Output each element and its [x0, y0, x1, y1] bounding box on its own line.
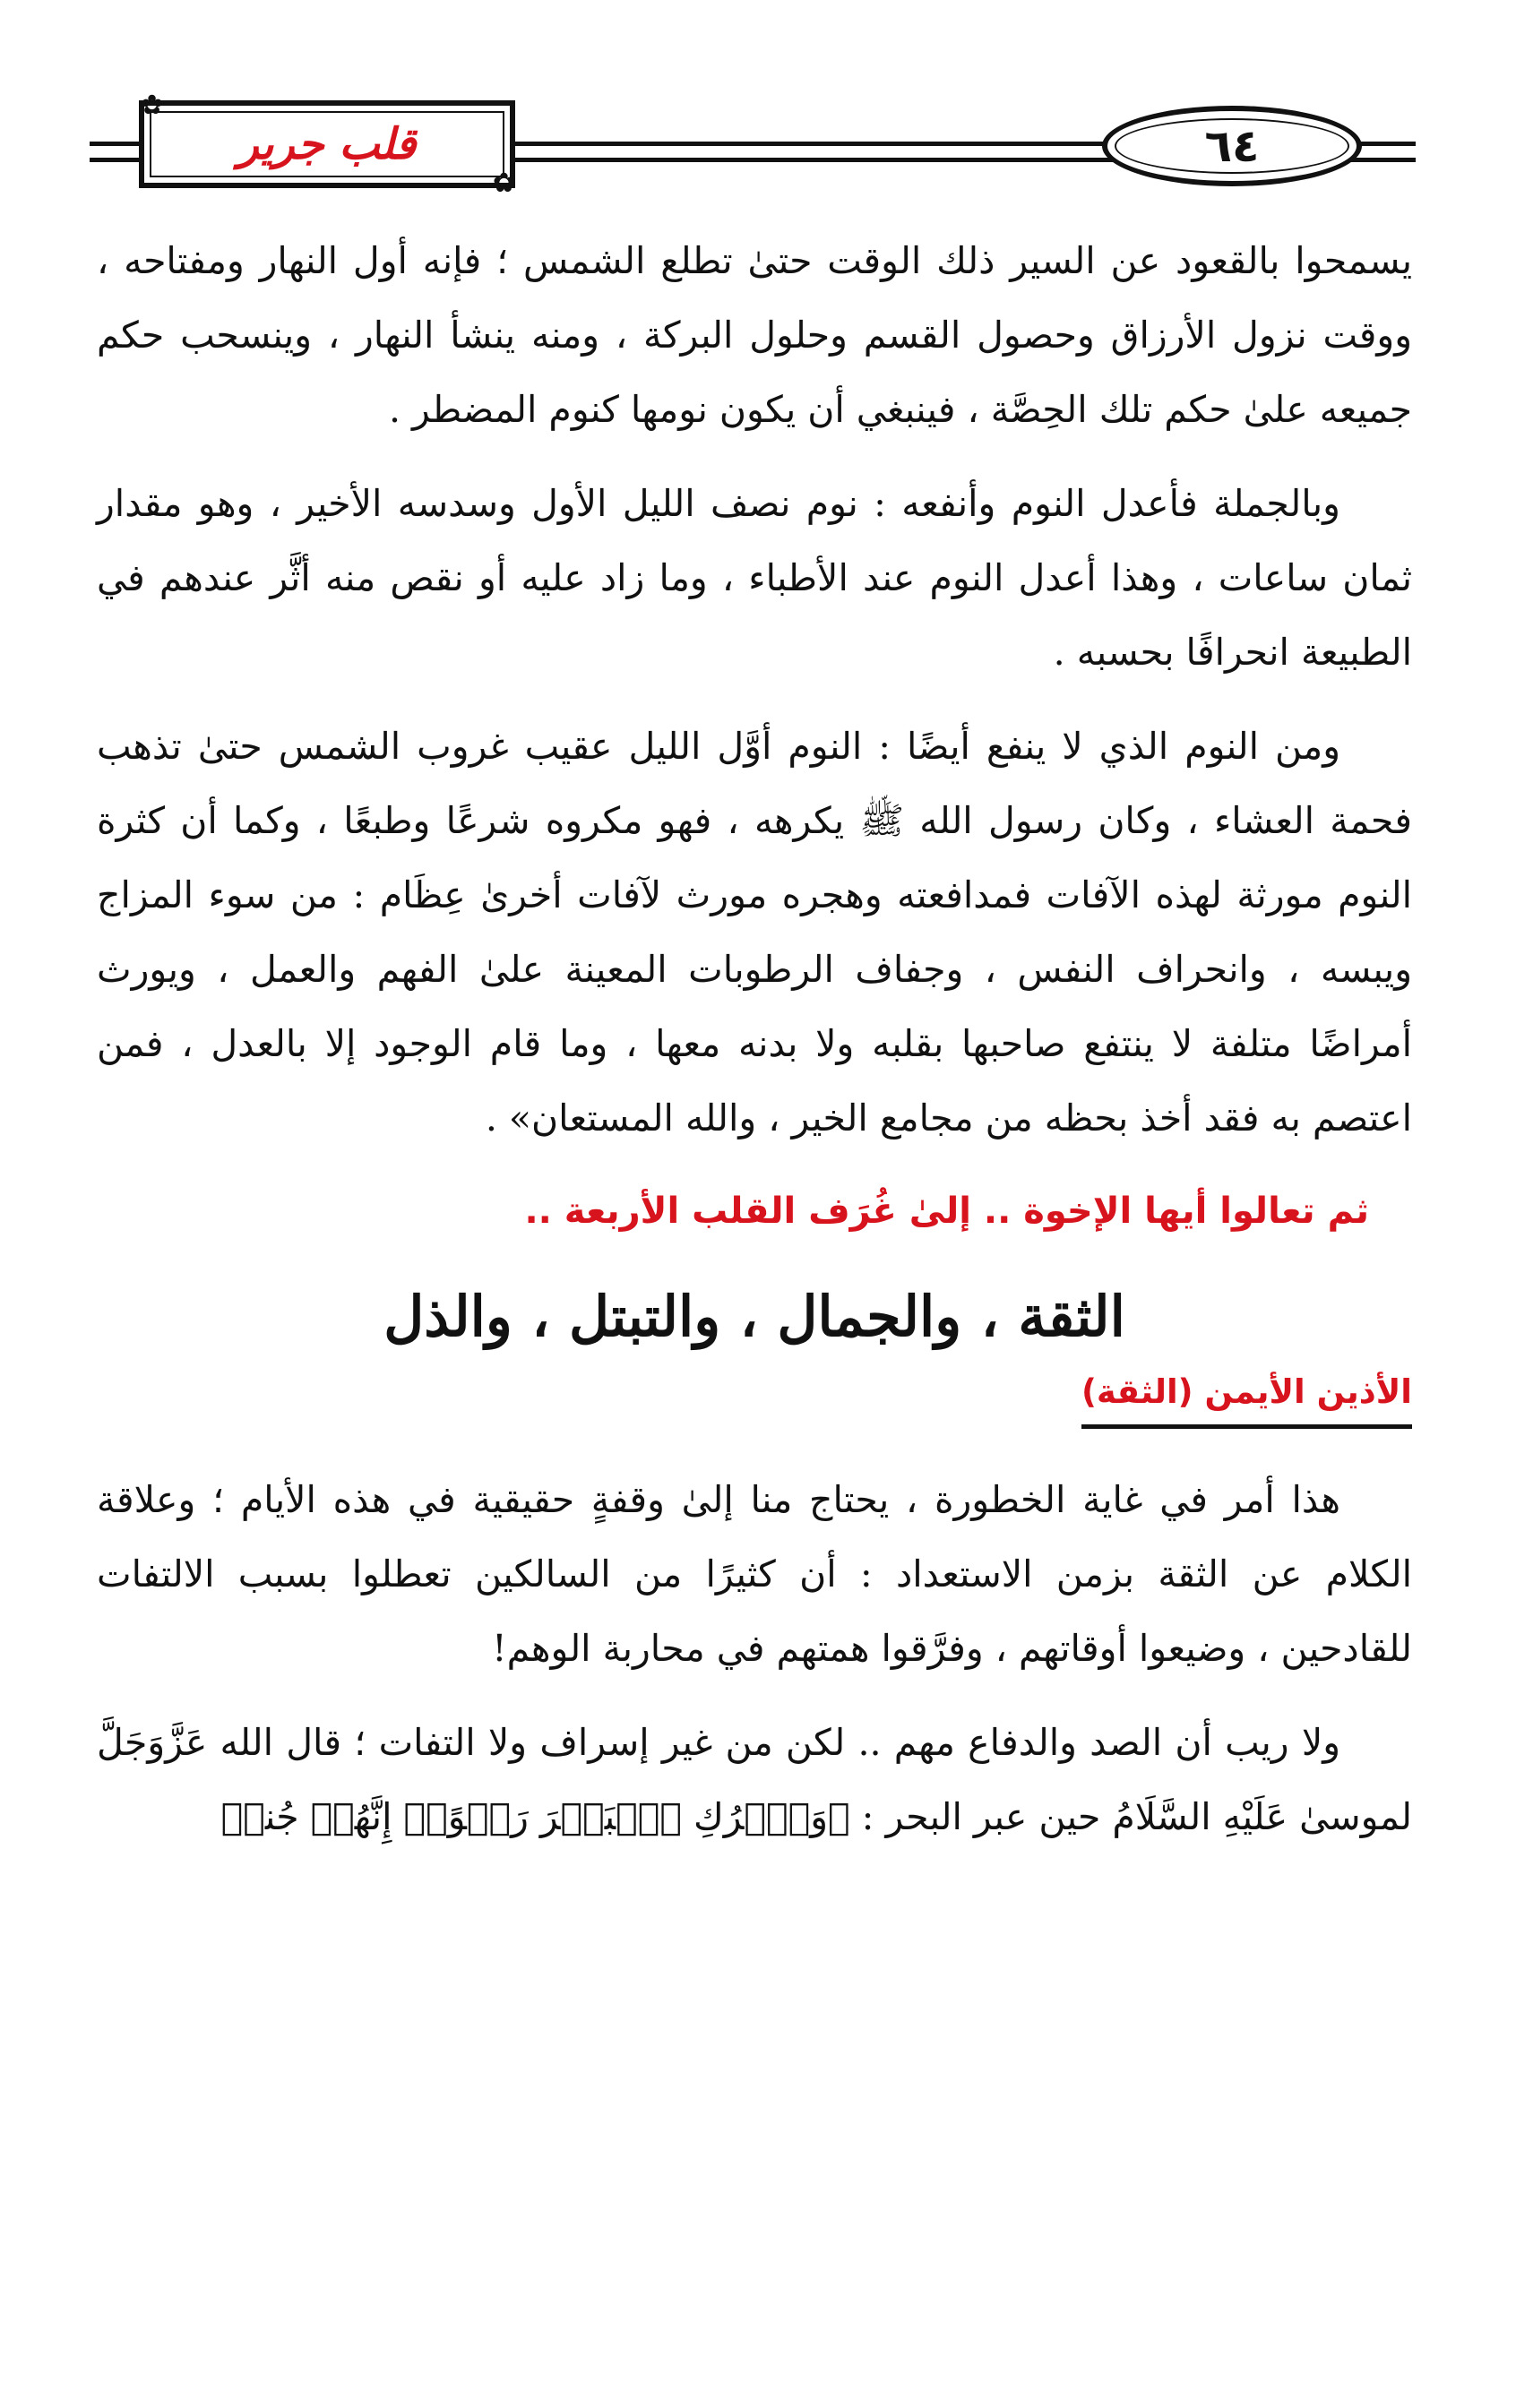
page-header — [90, 90, 1416, 204]
body-paragraph: ومن النوم الذي لا ينفع أيضًا : النوم أوَّل الليل عقيب غروب الشمس حتىٰ تذهب فحمة العشاء ، وكان رسول الله ﷺ يكرهه ، فهو مكروه شرعًا وطبعًا ، وكما أن كثرة النوم مورثة لهذه الآفات فمدافعته وهجره مورث لآفات أخرىٰ عِظَام : من سوء المزاج ويبسه ، وانحراف النفس ، وجفاف الرطوبات المعينة علىٰ الفهم والعمل ، ويورث أمراضًا متلفة لا ينتفع صاحبها بقلبه ولا بدنه معها ، وما قام الوجود إلا بالعدل ، فمن اعتصم به فقد أخذ بحظه من مجامع الخير ، والله المستعان» . — [97, 725, 1412, 1140]
corner-ornament-icon: ✿ — [141, 90, 164, 121]
book-title-frame — [139, 90, 515, 199]
body-paragraph: يسمحوا بالقعود عن السير ذلك الوقت حتىٰ تطلع الشمس ؛ فإنه أول النهار ومفتاحه ، ووقت نزول الأرزاق وحصول القسم وحلول البركة ، ومنه ينشأ النهار ، وينسحب حكم جميعه علىٰ حكم تلك الحِصَّة ، فينبغي أن يكون نومها كنوم المضطر . — [97, 239, 1412, 431]
book-title: قلب جرير — [237, 119, 417, 169]
page-number: ٦٤ — [1204, 120, 1260, 172]
corner-ornament-icon: ✿ — [492, 168, 515, 199]
page-body — [97, 224, 1412, 1874]
page-number-badge — [1102, 106, 1362, 186]
body-paragraph: وبالجملة فأعدل النوم وأنفعه : نوم نصف الليل الأول وسدسه الأخير ، وهو مقدار ثمان ساعات ، وهذا أعدل النوم عند الأطباء ، وما زاد عليه أو نقص منه أثَّر عندهم في الطبيعة انحرافًا بحسبه . — [97, 482, 1412, 674]
subheading: الأذين الأيمن (الثقة) — [1081, 1365, 1412, 1429]
subheading-row — [97, 1365, 1412, 1429]
section-heading: الثقة ، والجمال ، والتبتل ، والذل — [383, 1284, 1125, 1349]
body-paragraph: ولا ريب أن الصد والدفاع مهم .. لكن من غير إسراف ولا التفات ؛ قال الله عَزَّوَجَلَّ لموسىٰ عَلَيْهِ السَّلَامُ حين عبر البحر : ﴿وَٱتۡرُكِ ٱلۡبَحۡرَ رَهۡوًاۖ إِنَّهُمۡ جُندٞ — [97, 1721, 1412, 1838]
highlighted-transition-line: ثم تعالوا أيها الإخوة .. إلىٰ غُرَف القلب الأربعة .. — [524, 1191, 1369, 1232]
body-paragraph: هذا أمر في غاية الخطورة ، يحتاج منا إلىٰ وقفةٍ حقيقية في هذه الأيام ؛ وعلاقة الكلام عن الثقة بزمن الاستعداد : أن كثيرًا من السالكين تعطلوا بسبب الالتفات للقادحين ، وضيعوا أوقاتهم ، وفرَّقوا همتهم في محاربة الوهم! — [97, 1478, 1412, 1670]
